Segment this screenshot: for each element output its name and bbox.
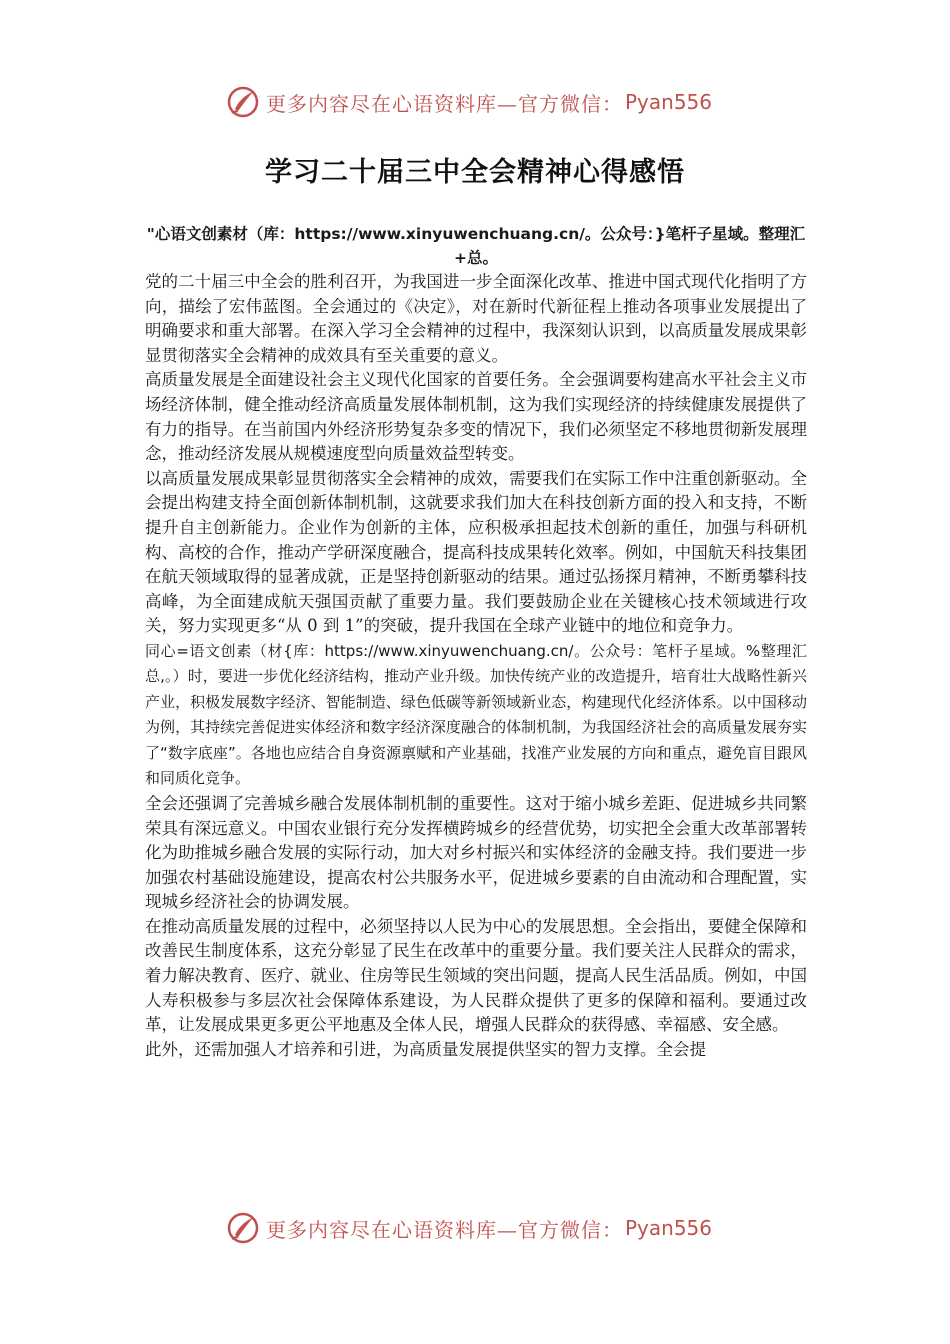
- document-body: [145, 222, 807, 1062]
- banner-wechat-id: Pyan556: [625, 1216, 713, 1240]
- paragraph: 党的二十届三中全会的胜利召开，为我国进一步全面深化改革、推进中国式现代化指明了方向，描绘了宏伟蓝图。全会通过的《决定》，对在新时代新征程上推动各项事业发展提出了明确要求和重大部署。在深入学习全会精神的过程中，我深刻认识到，以高质量发展成果彰显贯彻落实全会精神的成效具有至关重要的意义。: [145, 272, 807, 365]
- paragraph: 高质量发展是全面建设社会主义现代化国家的首要任务。全会强调要构建高水平社会主义市场经济体制，健全推动经济高质量发展体制机制，这为我们实现经济的持续健康发展提供了有力的指导。在当前国内外经济形势复杂多变的情况下，我们必须坚定不移地贯彻新发展理念，推动经济发展从规模速度型向质量效益型转变。: [145, 370, 807, 464]
- paragraph: 全会还强调了完善城乡融合发展体制机制的重要性。这对于缩小城乡差距、促进城乡共同繁荣具有深远意义。中国农业银行充分发挥横跨城乡的经营优势，切实把全会重大改革部署转化为助推城乡融合发展的实际行动，加大对乡村振兴和实体经济的金融支持。我们要进一步加强农村基础设施建设，提高农村公共服务水平，促进城乡要素的自由流动和合理配置，实现城乡经济社会的协调发展。: [145, 793, 807, 912]
- document-title: 学习二十届三中全会精神心得感悟: [265, 157, 685, 188]
- paragraph: 同心=语文创素（材{库：https://www.xinyuwenchuang.cn/。公众号：笔杆子星域。%整理汇总,。）时，要进一步优化经济结构，推动产业升级。加快传统产业的改造提升，培育壮大战略性新兴产业，积极发展数字经济、智能制造、绿色低碳等新领域新业态，构建现代化经济体系。以中国移动为例，其持续完善促进实体经济和数字经济深度融合的体制机制，为我国经济社会的高质量发展夯实了“数字底座”。各地也应结合自身资源禀赋和产业基础，找准产业发展的方向和重点，避免盲目跟风和同质化竞争。: [145, 641, 807, 788]
- paragraph: 以高质量发展成果彰显贯彻落实全会精神的成效，需要我们在实际工作中注重创新驱动。全会提出构建支持全面创新体制机制，这就要求我们加大在科技创新方面的投入和支持，不断提升自主创新能力。企业作为创新的主体，应积极承担起技术创新的重任，加强与科研机构、高校的合作，推动产学研深度融合，提高科技成果转化效率。例如，中国航天科技集团在航天领域取得的显著成就，正是坚持创新驱动的结果。通过弘扬探月精神，不断勇攀科技高峰，为全面建成航天强国贡献了重要力量。我们要鼓励企业在关键核心技术领域进行攻关，努力实现更多“从 0 到 1”的突破，提升我国在全球产业链中的地位和竞争力。: [145, 468, 807, 636]
- header-banner: [226, 82, 726, 122]
- banner-text: 更多内容尽在心语资料库—官方微信：: [266, 91, 623, 116]
- paragraph: 此外，还需加强人才培养和引进，为高质量发展提供坚实的智力支撑。全会提: [145, 1039, 706, 1059]
- banner-text: 更多内容尽在心语资料库—官方微信：: [266, 1217, 623, 1242]
- banner-wechat-id: Pyan556: [625, 90, 713, 114]
- source-note: "心语文创素材（库：https://www.xinyuwenchuang.cn/。公众号：}笔杆子星域。整理汇+总。: [146, 225, 806, 267]
- brush-logo-icon: [226, 1211, 260, 1245]
- footer-banner: [226, 1208, 726, 1248]
- paragraph: 在推动高质量发展的过程中，必须坚持以人民为中心的发展思想。全会指出，要健全保障和改善民生制度体系，这充分彰显了民生在改革中的重要分量。我们要关注人民群众的需求，着力解决教育、医疗、就业、住房等民生领域的突出问题，提高人民生活品质。例如，中国人寿积极参与多层次社会保障体系建设，为人民群众提供了更多的保障和福利。要通过改革，让发展成果更多更公平地惠及全体人民，增强人民群众的获得感、幸福感、安全感。: [145, 916, 807, 1035]
- brush-logo-icon: [226, 85, 260, 119]
